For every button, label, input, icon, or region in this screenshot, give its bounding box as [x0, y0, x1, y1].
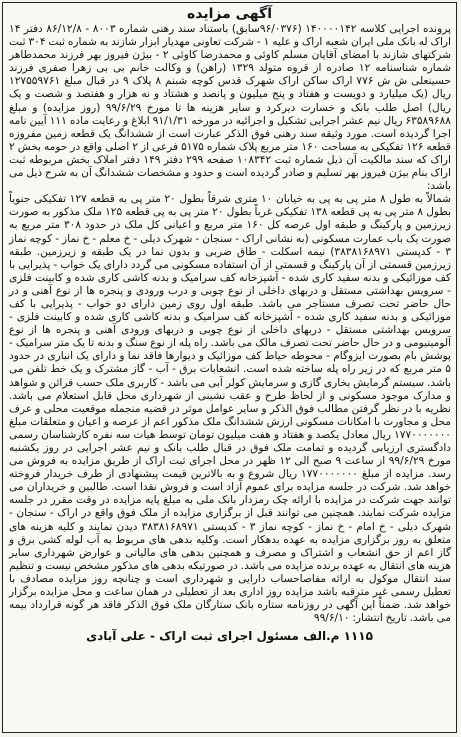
notice-paragraph-2: شمالاً به طول ۸ متر پی به پی به خیابان ۱۰ متری شرقاً بطول ۲۰ متر پی به قطعه ۱۲۷ تفکیکی جنوباً بطول ۸ متر پی به پی قطعه ۱۳۸ تفکیکی غرباً بطول ۲۰ متر پی به پی قطعه ۱۲۵ ملک مذکور به صورت زیرزمین و پارکینگ و طبقه اول عرصه کل ۱۶۰ متر مربع و اعیانی کل ملک در حدود ۳۰۸ متر مربع به صورت یک باب عمارت مسکونی (به نشانی اراک - سنجان - شهرک دیلی - خ معلم - خ نماز - کوچه نماز ۳ - کدپستی ۳۸۳۸۱۶۸۹۷۱) نیمه اسکلت - طاق ضربی و بدون نما در یک طبقه و زیرزمین. طبقه زیرزمین قسمتی از آن پارکینگ و قسمتی از آن استفاده مسکونی می گردد دارای یک خواب - پذیرایی با کف موزائیکی و بدنه سفید کاری شده - آشپزخانه کف سرامیک و بدنه کاشی کاری شده و کابینت فلزی - سرویس بهداشتی مستقل و دربهای داخلی از نوع چوبی و درب ورودی و پنجره ها از نوع آهنی و در حال حاضر تحت تصرف مستاجر می باشد. طبقه اول روی زمین دارای دو خواب - پذیرایی با کف موزائیکی و بدنه سفید کاری شده - آشپزخانه کف سرامیک و بدنه کاشی کاری شده و کابینت فلزی - سرویس بهداشتی مستقل - دربهای داخلی از نوع چوبی و دربهای ورودی آهنی و پنجره ها از نوع آلومینیومی و در حال حاضر تحت تصرف مالک می باشد. راه پله از نوع سنگ و بدنه تا یک متر سرامیک - پوشش بام بصورت ایزوگام - محوطه حیاط کف موزائیک و دیوارها فاقد نما و دارای یک انباری در حدود ۵ متر مربع که در زیر راه پله ساخته شده است. انشعابات برق - آب - گاز مشترک و یک خط تلفن می باشد. سیستم گرمایش بخاری گازی و سرمایش کولر آبی می باشد - کاربری ملک حسب قرائن و شواهد و مدارک موجود مسکونی و از لحاظ طرح و عقب نشینی از شهرداری محل قابل استعلام می باشد. نظریه با در نظر گرفتن مطالب فوق الذکر و سایر عوامل موثر در قضیه منجمله موقعیت محلی و عرف محل و مجاورت با امکانات مسکونی ارزش ششدانگ ملک مذکور اعم از عرصه و اعیان و متعلقات مبلغ ۱۷۷۰۰۰۰۰۰۰ ریال معادل یکصد و هفتاد و هفت میلیون تومان توسط هیات سه نفره کارشناسان رسمی دادگستری ارزیابی گردیده و تمامت ملک فوق در قبال طلب بانک و نیم عشر اجرایی در روز یکشنبه مورخ ۹۹/۶/۲۹ از ساعت ۹ صبح الی ۱۲ ظهر در محل اجرای ثبت اراک از طریق مزایده به فروش می رسد. مزایده از مبلغ ۱۷۷۰۰۰۰۰۰۰ ریال شروع و به بالاترین قیمت پیشنهادی از طرف خریدار فروخته خواهد شد. شرکت در جلسه مزایده برای عموم آزاد است و فروش نقدا است. طالبین و خریداران می توانند جهت شرکت در مزایده با ارائه چک رمزدار بانک ملی به مبلغ پایه مزایده در وقت مقرر در جلسه مزایده شرکت نمایند. همچنین می توانند قبل از برگزاری مزایده از ملک فوق واقع در اراک - سنجان - شهرک دیلی - خ امام - خ نماز - کوچه نماز ۳ - کدپستی ۳۸۳۸۱۶۸۹۷۱ دیدن نمایند و کلیه هزینه های متعلق به روز برگزاری مزایده به عهده بدهکار است. وکلیه بدهی های مربوط به آب لوله کشی برق و گاز اعم از حق انشعاب و اشتراک و مصرف و همچنین بدهی های مالیاتی و عوارض شهرداری سایر هزینه های انتقال به عهده برنده مزایده می باشد. در صورتیکه بدهی های مذکور مشخص نیست و تنظیم سند انتقال موکول به ارائه مفاصاحساب دارایی و شهرداری است و چنانچه روز مزایده مصادف با تعطیل رسمی غیر مترقبه باشد مزایده روز اداری بعد از تعطیلی در همان ساعت و محل مزایده برگزار خواهد شد. ضمناً این آگهی در روزنامه ستاره بانک ستارگان ملک فوق الذکر فاقد هر گونه قرارداد بیمه می باشد. تاریخ انتشار: ۹۹/۶/۱۰ — [9, 193, 452, 625]
notice-body — [3, 23, 456, 625]
notice-paragraph-1: پرونده اجرایی کلاسه ۱۴۰۰۰۰۱۴۲ (۹۶/۰۳۷۶سابق) باستناد سند رهنی شماره ۸۰۰۳ - ۸۶/۱۲/۸ دفتر ۱۴ اراک له بانک ملی ایران شعبه اراک و علیه ۱ - شرکت تعاونی مهدیار ابزار شازند به شماره ثبت ۳۰۴ ثبت شرکتهای شازند با امضای آقایان مسلم کاوئی و محمدرضا کاوئی ۲ - بیژن فیروز بهر فرزند محمدطاهر شماره شناسنامه ۱۲ صادره از قروه متولد ۱۳۲۹ (راهن) و وکالت خانم بی بی زهرا صفری فرزند حسینعلی ش ش ۷۷۶ اراک ساکن اراک شهرک قدس کوچه شبنم ۸ پلاک ۹ در قبال مبلغ ۱۲۷۵۵۹۷۶۱ ریال (یک میلیارد و دویست و هفتاد و پنج میلیون و پانصد و هشتاد و نه هزار و هفتصد و شصت و یک ریال) اصل طلب بانک و خسارت دیرکرد و سایر هزینه ها تا مورخ ۹۹/۶/۲۹ (روز مزایده) و مبلغ ۶۳۵۸۹۶۸۸ ریال نیم عشر اجرایی تشکیل و اجرائیه در مورخه ۹۱/۱/۳۱ ابلاغ و رعایت ماده ۱۱۱ آیین نامه اجرا گردیده است. مورد وثیقه سند رهنی فوق الذکر عبارت است از ششدانگ یک قطعه زمین مفروزه قطعه ۱۲۶ تفکیکی به مساحت ۱۶۰ متر مربع پلاک شماره ۵۱۷۵ فرعی از ۲ اصلی واقع در حومه بخش ۲ اراک که سند مالکیت آن ذیل شماره ثبت ۱۰۸۳۴۲ صفحه ۲۹۹ دفتر ۱۴۹ دفتر املاک بخش مربوطه ثبت اراک بنام بیژن فیروز بهر تسلیم و صادر گردیده است و حدود و مشخصات ششدانگ آن به شرح ذیل می باشد: — [9, 23, 451, 193]
notice-title: آگهی مزایده — [186, 6, 272, 22]
auction-notice — [2, 2, 457, 733]
notice-footer: ۱۱۱۵ م.الف مسئول اجرای ثبت اراک - علی آبادی — [86, 629, 373, 644]
